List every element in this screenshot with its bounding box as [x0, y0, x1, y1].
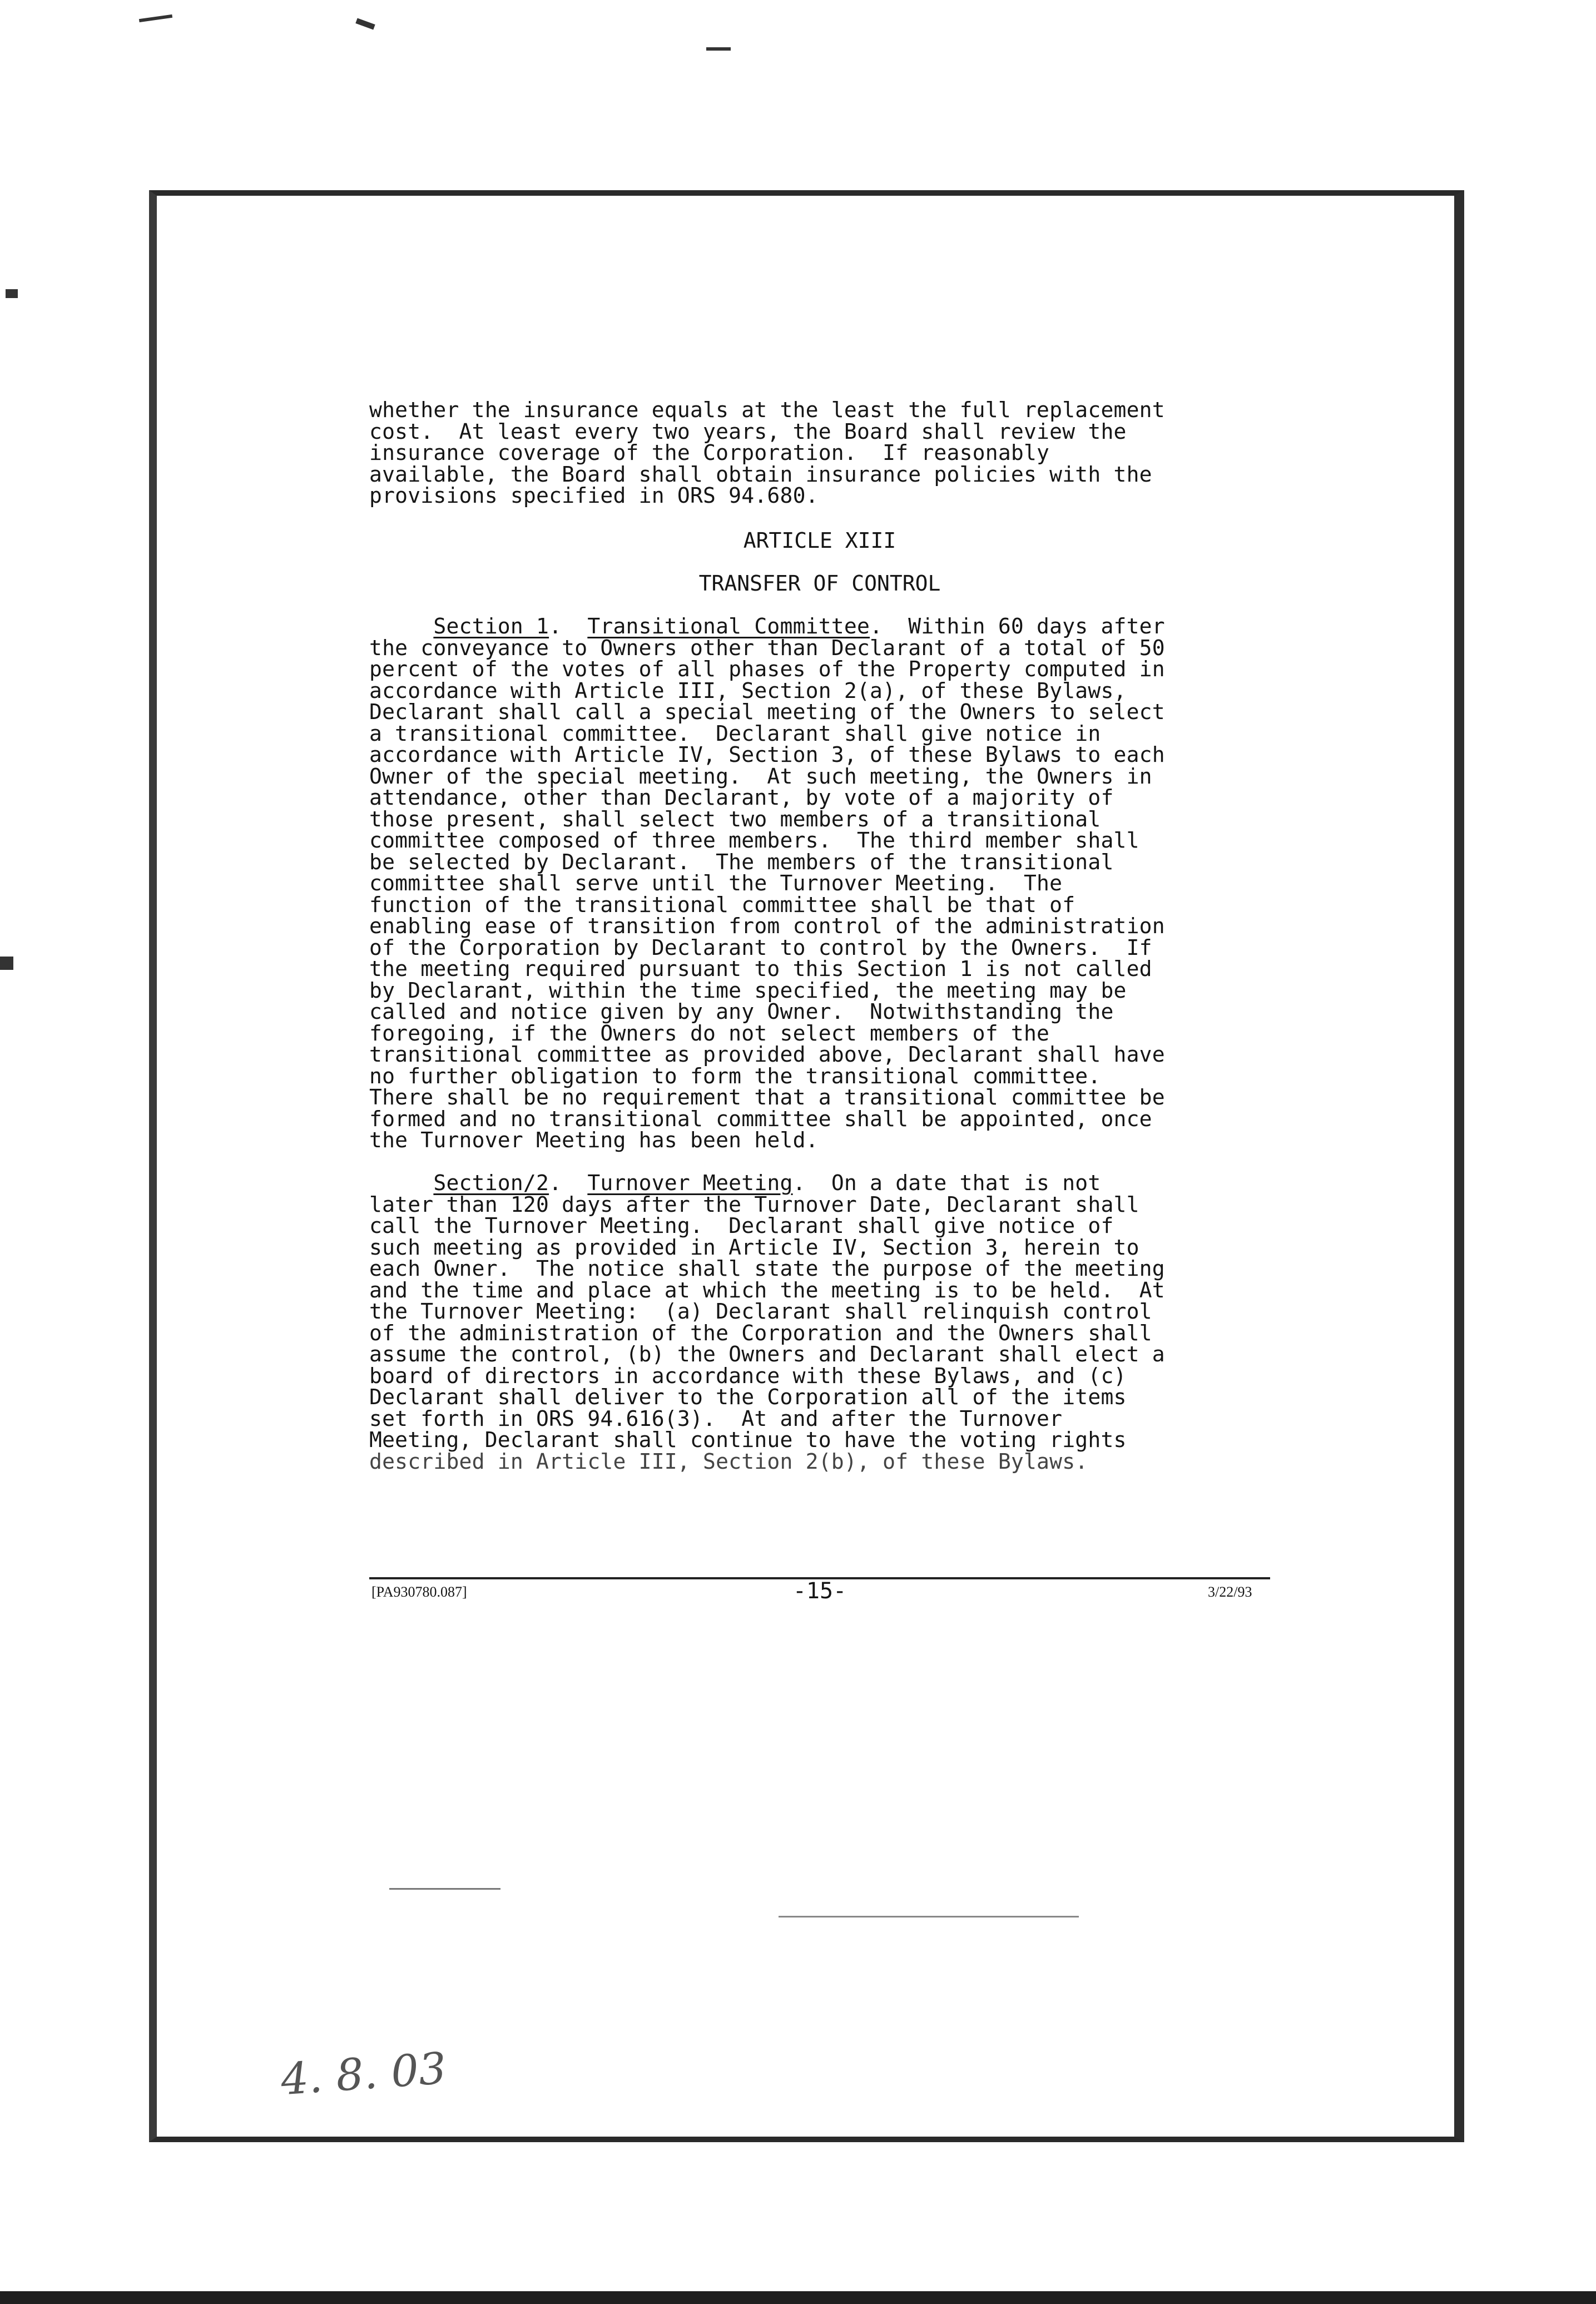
text-line: Owner of the special meeting. At such meeting, the Owners in — [369, 764, 1152, 789]
text-line: provisions specified in ORS 94.680. — [369, 483, 819, 508]
text-line: Declarant shall deliver to the Corporation all of the items — [369, 1385, 1127, 1409]
text-line: committee shall serve until the Turnover Meeting. The — [369, 871, 1063, 895]
text-line: Meeting, Declarant shall continue to have the voting rights — [369, 1428, 1127, 1452]
scan-speck — [6, 289, 18, 298]
text-line: the Turnover Meeting: (a) Declarant shall relinquish control — [369, 1299, 1152, 1324]
section-1-label: Section 1 — [433, 614, 549, 638]
text-line: committee composed of three members. The third member shall — [369, 828, 1139, 853]
section-1-paragraph — [369, 616, 1270, 1151]
text-line: the conveyance to Owners other than Declarant of a total of 50 — [369, 635, 1165, 660]
text-line: be selected by Declarant. The members of the transitional — [369, 849, 1114, 874]
section-2-paragraph — [369, 1172, 1270, 1472]
text-line: each Owner. The notice shall state the purpose of the meeting — [369, 1256, 1165, 1281]
text-line: described in Article III, Section 2(b), of these Bylaws. — [369, 1449, 1088, 1474]
text-line: accordance with Article III, Section 2(a), of these Bylaws, — [369, 678, 1127, 703]
section-1-title: Transitional Committee — [587, 614, 870, 638]
article-title: TRANSFER OF CONTROL — [698, 571, 941, 596]
section-2-title: Turnover Meeting — [587, 1171, 793, 1195]
section-2-label: Section/2 — [433, 1171, 549, 1195]
text-line: and the time and place at which the meeting is to be held. At — [369, 1277, 1165, 1302]
text-line: set forth in ORS 94.616(3). At and after the Turnover — [369, 1406, 1063, 1431]
text-line: of the administration of the Corporation and the Owners shall — [369, 1320, 1152, 1345]
scan-speck — [139, 14, 172, 22]
scan-speck — [779, 1916, 1079, 1917]
text-line: attendance, other than Declarant, by vote of a majority of — [369, 785, 1114, 810]
text-line: later than 120 days after the Turnover Date, Declarant shall — [369, 1192, 1139, 1217]
footer-doc-id: [PA930780.087] — [371, 1584, 467, 1600]
text-line: no further obligation to form the transitional committee. — [369, 1063, 1101, 1088]
scan-speck — [355, 18, 375, 29]
text-line: Declarant shall call a special meeting of the Owners to select — [369, 700, 1165, 724]
scan-speck — [0, 957, 13, 970]
handwritten-date-note: 4. 8. 03 — [279, 2043, 448, 2105]
section-2-first-line-rest: On a date that is not — [831, 1171, 1101, 1195]
text-line: accordance with Article IV, Section 3, of these Bylaws to each — [369, 742, 1165, 767]
text-line: assume the control, (b) the Owners and Declarant shall elect a — [369, 1342, 1165, 1366]
text-line: insurance coverage of the Corporation. If reasonably — [369, 440, 1050, 465]
text-line: board of directors in accordance with these Bylaws, and (c) — [369, 1363, 1127, 1388]
text-line: a transitional committee. Declarant shall give notice in — [369, 721, 1101, 746]
text-line: of the Corporation by Declarant to control by the Owners. If — [369, 935, 1152, 960]
text-line: transitional committee as provided above, Declarant shall have — [369, 1042, 1165, 1067]
text-line: called and notice given by any Owner. Notwithstanding the — [369, 999, 1114, 1024]
text-line: foregoing, if the Owners do not select members of the — [369, 1020, 1050, 1046]
text-line: such meeting as provided in Article IV, Section 3, herein to — [369, 1235, 1139, 1260]
text-line: There shall be no requirement that a transitional committee be — [369, 1085, 1165, 1109]
text-line: the Turnover Meeting has been held. — [369, 1128, 819, 1152]
text-line: function of the transitional committee shall be that of — [369, 892, 1075, 917]
intro-paragraph — [369, 399, 1270, 507]
text-line: available, the Board shall obtain insurance policies with the — [369, 462, 1152, 487]
section-1-first-line: Section 1. Transitional Committee. Within 60 days after — [433, 614, 1165, 638]
text-line: those present, shall select two members of a transitional — [369, 806, 1101, 831]
section-1-first-line-rest: Within 60 days after — [908, 614, 1165, 638]
scan-speck — [389, 1888, 500, 1890]
article-number: ARTICLE XIII — [743, 528, 896, 553]
footer-page-number: -15- — [792, 1578, 847, 1604]
text-line: whether the insurance equals at the least the full replacement — [369, 398, 1165, 422]
scan-bottom-edge — [0, 2291, 1596, 2304]
text-line: by Declarant, within the time specified, the meeting may be — [369, 978, 1127, 1003]
text-line: cost. At least every two years, the Board shall review the — [369, 419, 1127, 444]
text-line: formed and no transitional committee shall be appointed, once — [369, 1106, 1152, 1131]
text-line: call the Turnover Meeting. Declarant shall give notice of — [369, 1213, 1114, 1238]
scan-speck — [706, 47, 731, 51]
footer-date: 3/22/93 — [1208, 1584, 1252, 1600]
section-2-first-line: Section/2. Turnover Meeting. On a date that is not — [433, 1171, 1101, 1195]
text-line: enabling ease of transition from control of the administration — [369, 914, 1165, 938]
text-line: the meeting required pursuant to this Section 1 is not called — [369, 957, 1152, 981]
text-line: percent of the votes of all phases of the Property computed in — [369, 657, 1165, 681]
